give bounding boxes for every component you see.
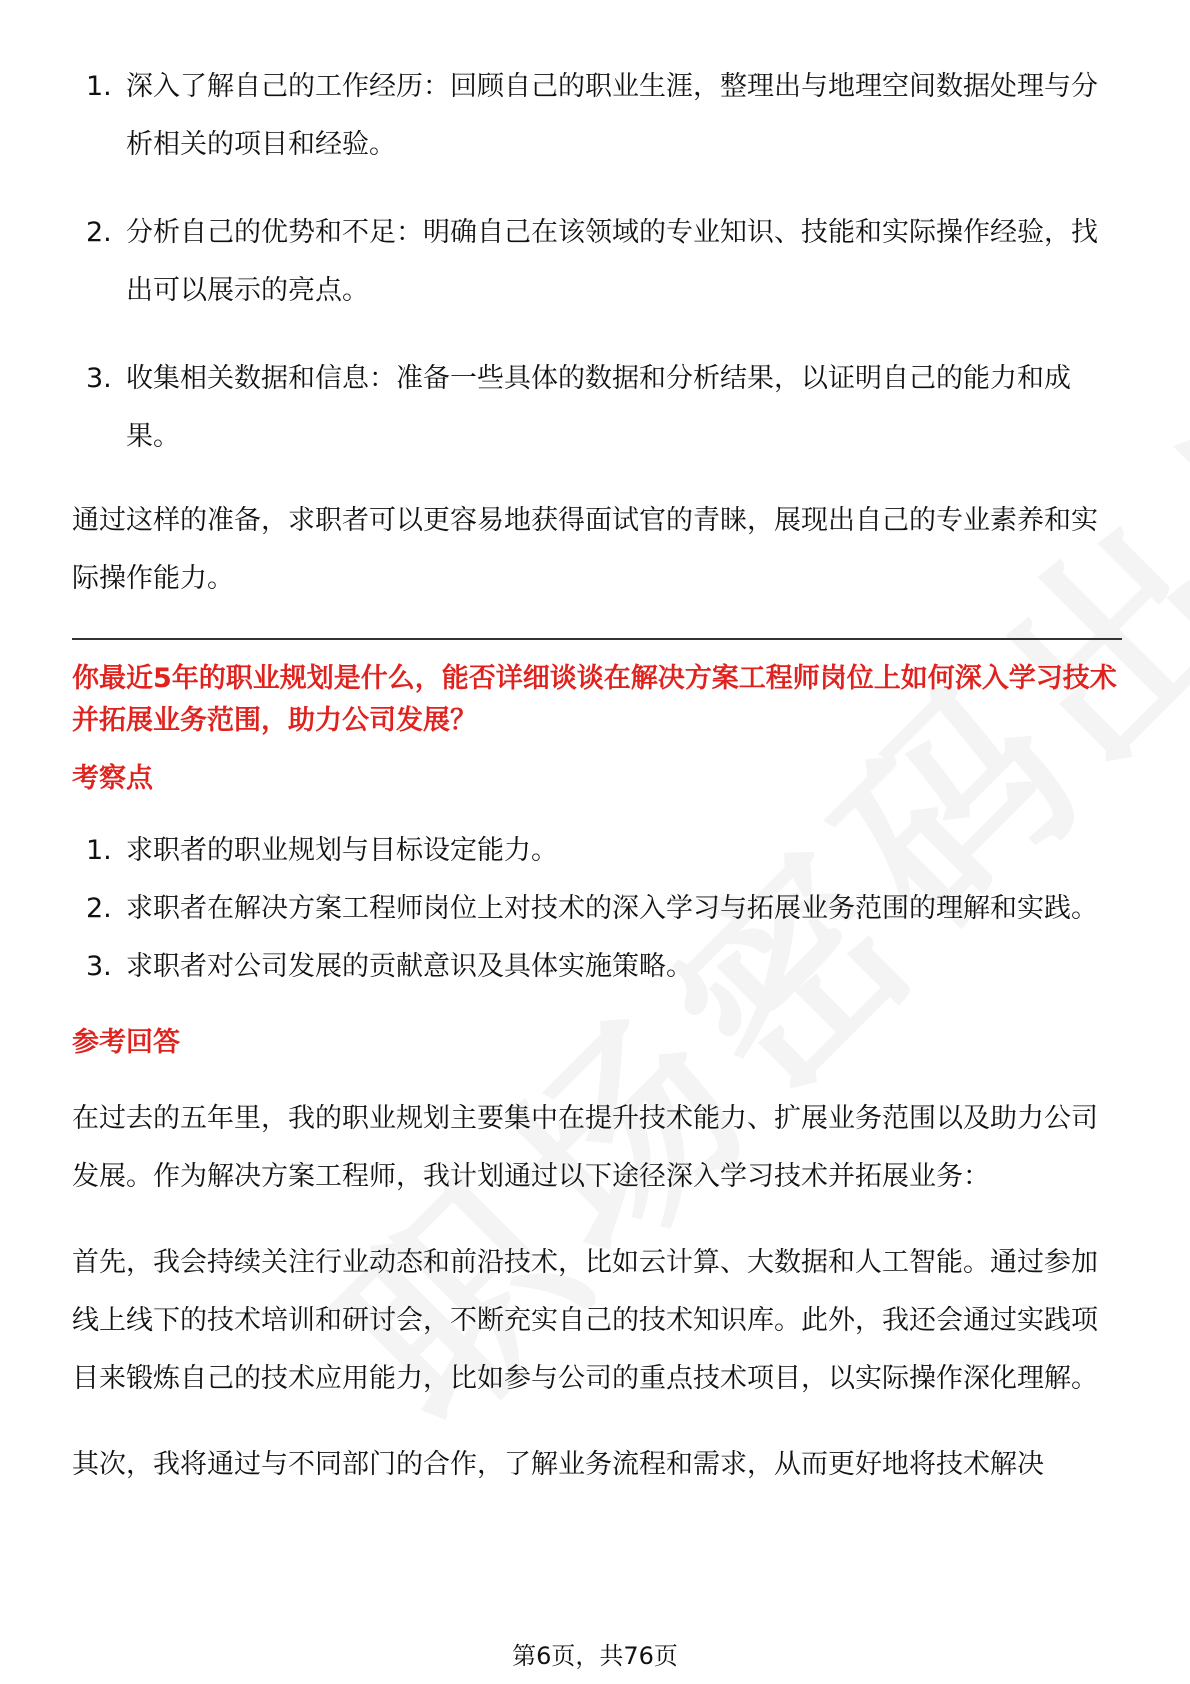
interview-question: 你最近5年的职业规划是什么，能否详细谈谈在解决方案工程师岗位上如何深入学习技术并拓展业务范围，助力公司发展？ xyxy=(72,663,1117,736)
answer-paragraph: 在过去的五年里，我的职业规划主要集中在提升技术能力、扩展业务范围以及助力公司发展。作为解决方案工程师，我计划通过以下途径深入学习技术并拓展业务： xyxy=(72,1103,1098,1192)
list-item xyxy=(72,938,1122,996)
examine-points-list xyxy=(72,822,1122,996)
list-item-text: 求职者对公司发展的贡献意识及具体实施策略。 xyxy=(126,951,693,982)
preparation-list xyxy=(72,58,1122,466)
list-item-text: 分析自己的优势和不足：明确自己在该领域的专业知识、技能和实际操作经验，找出可以展示的亮点。 xyxy=(126,217,1098,306)
page-number-footer: 第6页，共76页 xyxy=(512,1642,678,1670)
list-item xyxy=(72,880,1122,938)
list-item-text: 深入了解自己的工作经历：回顾自己的职业生涯，整理出与地理空间数据处理与分析相关的项目和经验。 xyxy=(126,71,1098,160)
list-item-number: 1. xyxy=(86,71,112,102)
list-item xyxy=(72,204,1122,320)
list-item-number: 2. xyxy=(86,217,112,248)
list-item xyxy=(72,822,1122,880)
page-content xyxy=(72,58,1122,1494)
list-item-text: 收集相关数据和信息：准备一些具体的数据和分析结果，以证明自己的能力和成果。 xyxy=(126,363,1071,452)
list-item-number: 1. xyxy=(86,835,112,866)
list-item-number: 3. xyxy=(86,951,112,982)
answer-paragraph: 其次，我将通过与不同部门的合作，了解业务流程和需求，从而更好地将技术解决 xyxy=(72,1449,1044,1480)
list-item-text: 求职者的职业规划与目标设定能力。 xyxy=(126,835,558,866)
examine-points-heading: 考察点 xyxy=(72,763,153,794)
list-item-text: 求职者在解决方案工程师岗位上对技术的深入学习与拓展业务范围的理解和实践。 xyxy=(126,893,1098,924)
reference-answer-heading: 参考回答 xyxy=(72,1027,180,1058)
answer-paragraph: 首先，我会持续关注行业动态和前沿技术，比如云计算、大数据和人工智能。通过参加线上线下的技术培训和研讨会，不断充实自己的技术知识库。此外，我还会通过实践项目来锻炼自己的技术应用能力，比如参与公司的重点技术项目，以实际操作深化理解。 xyxy=(72,1247,1098,1394)
summary-paragraph: 通过这样的准备，求职者可以更容易地获得面试官的青睐，展现出自己的专业素养和实际操作能力。 xyxy=(72,505,1098,594)
list-item xyxy=(72,58,1122,174)
list-item-number: 2. xyxy=(86,893,112,924)
section-divider xyxy=(72,638,1122,640)
list-item xyxy=(72,350,1122,466)
list-item-number: 3. xyxy=(86,363,112,394)
